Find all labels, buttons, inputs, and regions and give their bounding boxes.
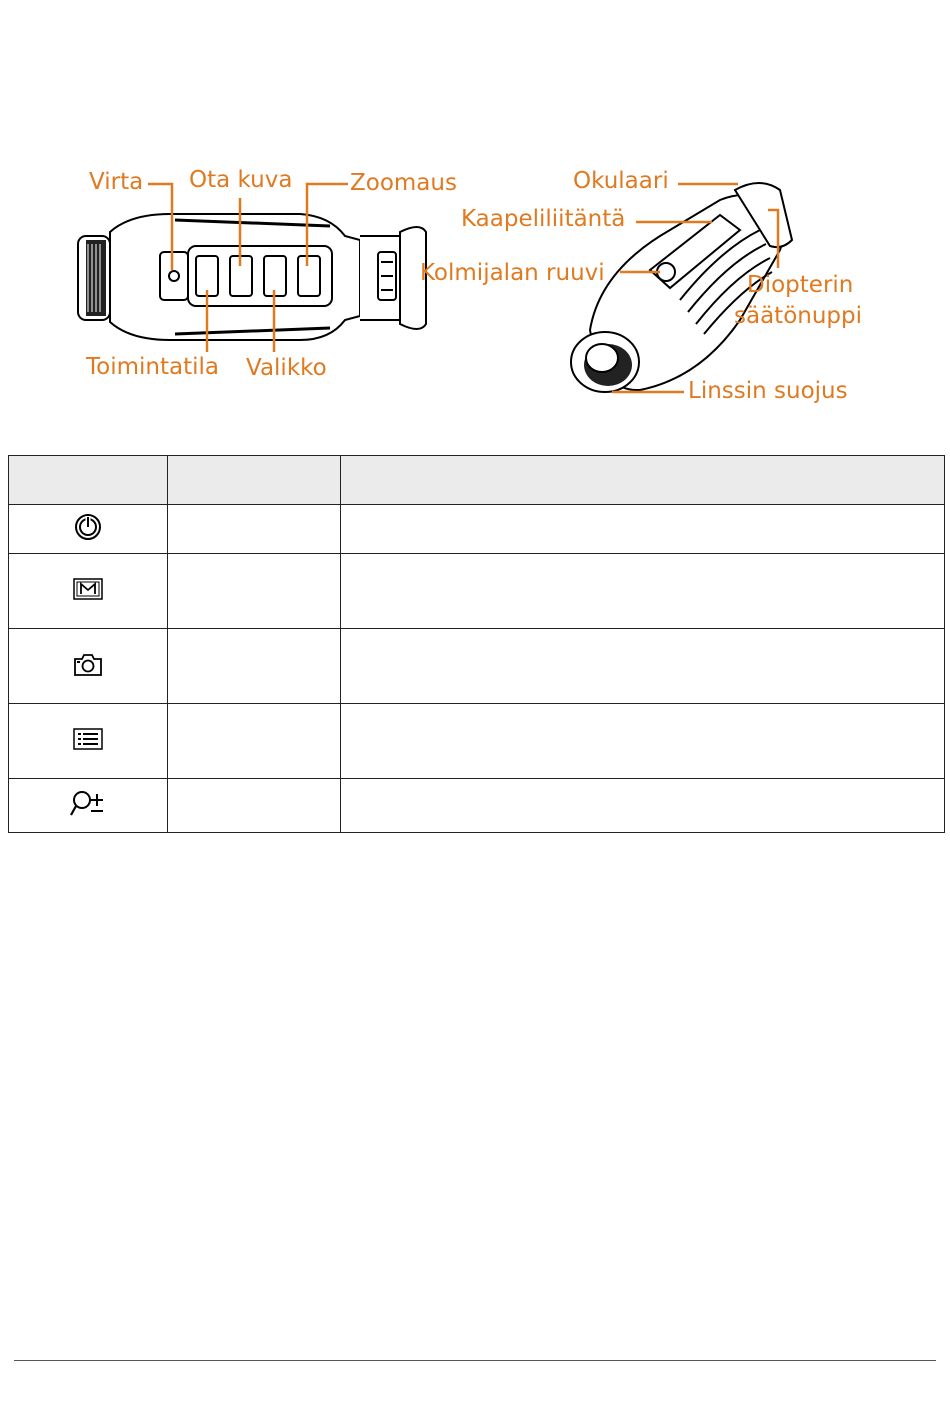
- button-table: [8, 455, 945, 833]
- menu-list-icon: [73, 728, 103, 750]
- camera-icon: [73, 651, 103, 677]
- table-row: [9, 505, 945, 554]
- mode-m-icon: [73, 578, 103, 600]
- table-cell-description: [341, 505, 945, 554]
- table-cell-description: [341, 629, 945, 704]
- table-row: [9, 554, 945, 629]
- table-header-name: [168, 456, 341, 505]
- table-cell-name: [168, 554, 341, 629]
- table-cell-description: [341, 704, 945, 779]
- table-row: [9, 704, 945, 779]
- table-cell-icon: [9, 779, 168, 833]
- table-cell-name: [168, 505, 341, 554]
- table-header-row: [9, 456, 945, 505]
- table-cell-icon: [9, 554, 168, 629]
- table-cell-name: [168, 779, 341, 833]
- zoom-plusminus-icon: [69, 789, 107, 819]
- label-diopter-line1: Diopterin: [747, 272, 854, 298]
- table-row: [9, 629, 945, 704]
- power-icon: [73, 512, 103, 542]
- table-cell-description: [341, 779, 945, 833]
- label-zoom: Zoomaus: [350, 170, 457, 196]
- label-lens-cover: Linssin suojus: [688, 378, 848, 404]
- label-menu: Valikko: [246, 355, 327, 381]
- label-tripod-screw: Kolmijalan ruuvi: [420, 260, 605, 286]
- table-cell-icon: [9, 704, 168, 779]
- table-cell-icon: [9, 505, 168, 554]
- table-cell-description: [341, 554, 945, 629]
- table-cell-icon: [9, 629, 168, 704]
- label-diopter-line2: säätönuppi: [734, 303, 863, 329]
- monocular-side-view: [78, 214, 426, 340]
- footer-divider: [14, 1360, 936, 1361]
- table-cell-name: [168, 629, 341, 704]
- label-eyepiece: Okulaari: [573, 168, 669, 194]
- table-header-description: [341, 456, 945, 505]
- label-power: Virta: [89, 169, 144, 195]
- label-capture: Ota kuva: [189, 167, 293, 193]
- table-header-icon: [9, 456, 168, 505]
- label-cable-port: Kaapeliliitäntä: [461, 206, 626, 232]
- table-row: [9, 779, 945, 833]
- label-mode: Toimintatila: [86, 354, 219, 380]
- table-cell-name: [168, 704, 341, 779]
